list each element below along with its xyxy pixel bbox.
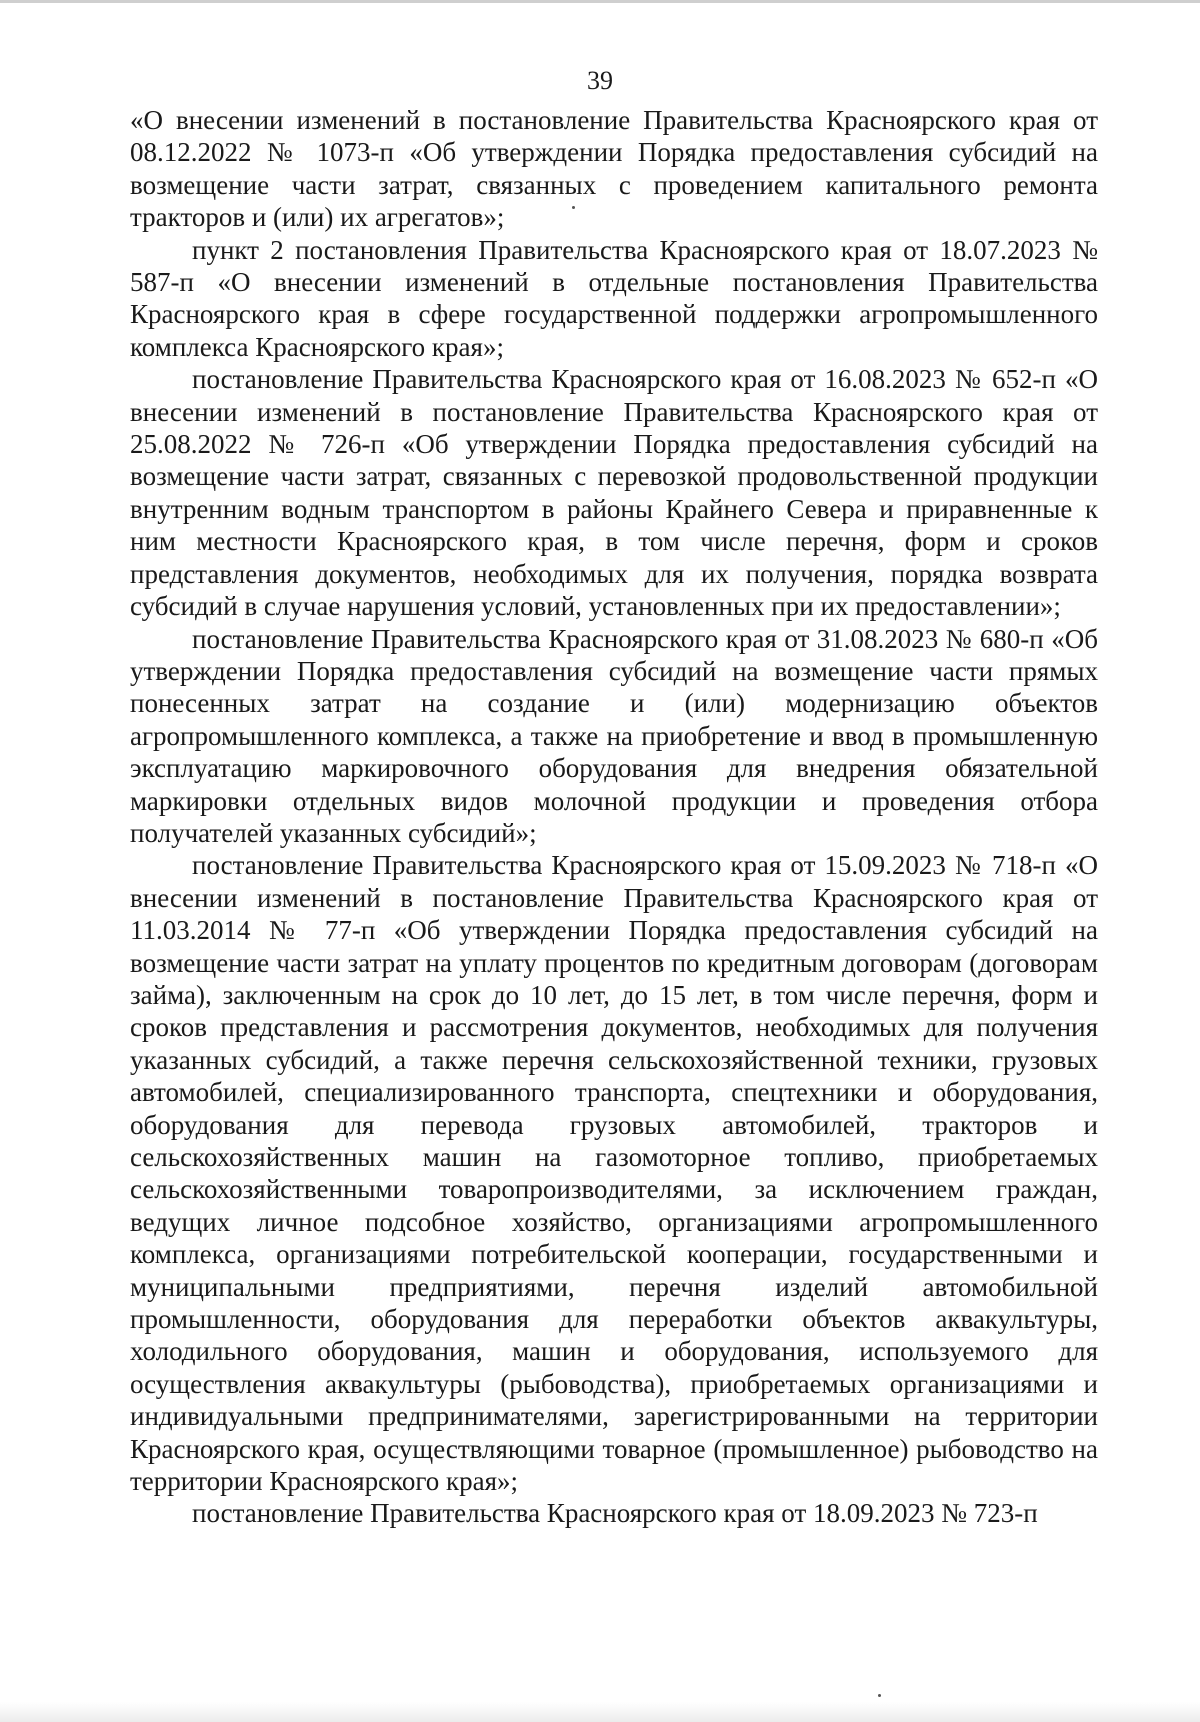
scan-speck — [878, 1694, 881, 1697]
paragraph: пункт 2 постановления Правительства Красноярского края от 18.07.2023 № 587-п «О внесении изменений в отдельные постановления Правительства Красноярского края в сфере государственной поддержки агропромышленного комплекса Красноярского края»; — [130, 234, 1098, 362]
paragraph: постановление Правительства Красноярского края от 31.08.2023 № 680-п «Об утверждении Порядка предоставления субсидий на возмещение части прямых понесенных затрат на создание и (или) модернизацию объектов агропромышленного комплекса, а также на приобретение и ввод в промышленную эксплуатацию маркировочного оборудования для внедрения обязательной маркировки отдельных видов молочной продукции и проведения отбора получателей указанных субсидий»; — [130, 623, 1098, 848]
page-bottom-edge — [0, 1702, 1200, 1722]
paragraph: «О внесении изменений в постановление Правительства Красноярского края от 08.12.2022 № 1073-п «Об утверждении Порядка предоставления субсидий на возмещение части затрат, связанных с проведением капитального ремонта тракторов и (или) их агрегатов»; — [130, 105, 1098, 233]
paragraph: постановление Правительства Красноярского края от 18.09.2023 № 723-п — [192, 1498, 1038, 1529]
paragraph: постановление Правительства Красноярского края от 16.08.2023 № 652-п «О внесении изменений в постановление Правительства Красноярского края от 25.08.2022 № 726-п «Об утверждении Порядка предоставления субсидий на возмещение части затрат, связанных с перевозкой продовольственной продукции внутренним водным транспортом в районы Крайнего Севера и приравненные к ним местности Красноярского края, в том числе перечня, форм и сроков представления документов, необходимых для их получения, порядка возврата субсидий в случае нарушения условий, установленных при их предоставлении»; — [130, 364, 1098, 622]
scan-speck — [572, 206, 575, 209]
page-top-edge — [0, 0, 1200, 3]
page-number: 39 — [587, 66, 613, 95]
document-body — [130, 104, 1098, 1530]
paragraph: постановление Правительства Красноярского края от 15.09.2023 № 718-п «О внесении изменений в постановление Правительства Красноярского края от 11.03.2014 № 77-п «Об утверждении Порядка предоставления субсидий на возмещение части затрат на уплату процентов по кредитным договорам (договорам займа), заключенным на срок до 10 лет, до 15 лет, в том числе перечня, форм и сроков представления и рассмотрения документов, необходимых для получения указанных субсидий, а также перечня сельскохозяйственной техники, грузовых автомобилей, специализированного транспорта, спецтехники и оборудования, оборудования для перевода грузовых автомобилей, тракторов и сельскохозяйственных машин на газомоторное топливо, приобретаемых сельскохозяйственными товаропроизводителями, за исключением граждан, ведущих личное подсобное хозяйство, организациями агропромышленного комплекса, организациями потребительской кооперации, государственными и муниципальными предприятиями, перечня изделий автомобильной промышленности, оборудования для переработки объектов аквакультуры, холодильного оборудования, машин и оборудования, используемого для осуществления аквакультуры (рыбоводства), приобретаемых организациями и индивидуальными предпринимателями, зарегистрированными на территории Красноярского края, осуществляющими товарное (промышленное) рыбоводство на территории Красноярского края»; — [130, 850, 1098, 1497]
